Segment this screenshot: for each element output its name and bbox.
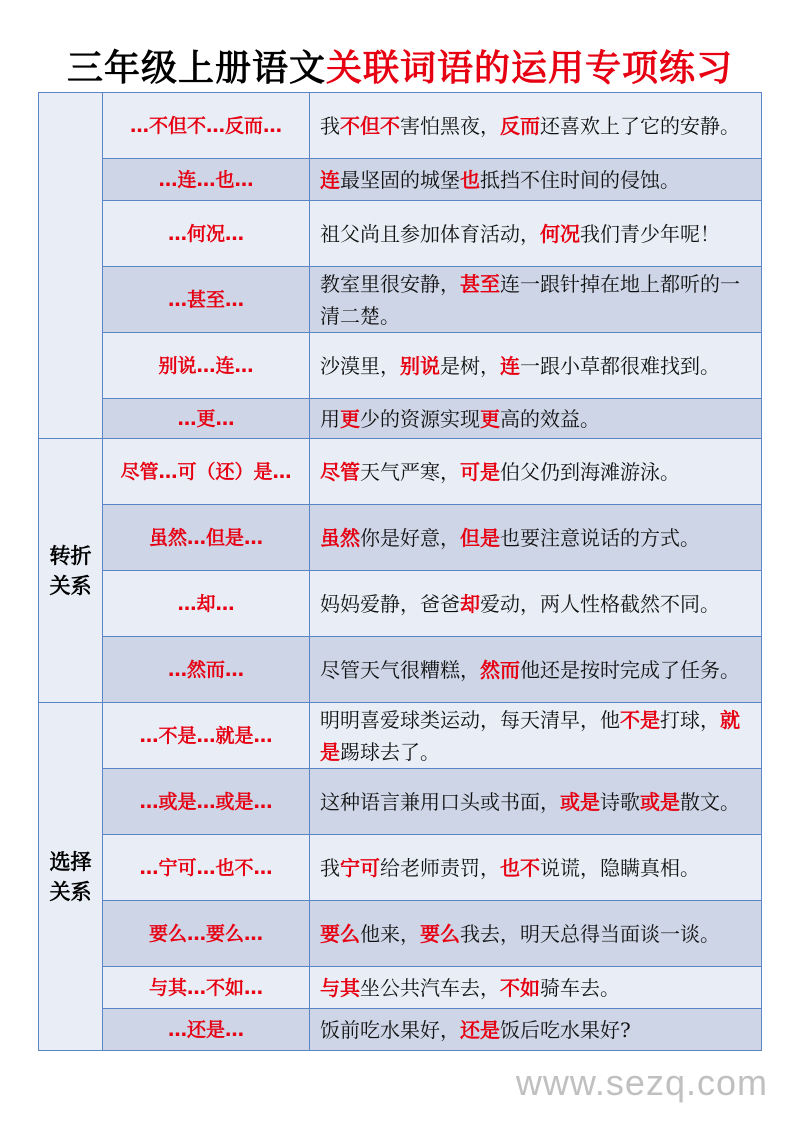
title-part-2: 关联词语的运用专项练习 [326,48,734,89]
highlighted-keyword: 连 [500,353,520,378]
example-cell [310,399,762,439]
highlighted-keyword: 或是 [560,789,600,814]
example-text: 你是好意， [360,525,460,550]
table-row [39,399,762,439]
example-text: 是树， [440,353,500,378]
example-text: 高的效益。 [500,406,600,431]
highlighted-keyword: 就是 [320,707,740,764]
example-text: 我 [320,113,340,138]
keyword-cell: …却… [103,571,310,637]
example-text: 饭前吃水果好， [320,1017,460,1042]
keyword-cell: …宁可…也不… [103,835,310,901]
keyword-cell: …然而… [103,637,310,703]
highlighted-keyword: 更 [340,406,360,431]
keyword-cell: …更… [103,399,310,439]
table-row [39,439,762,505]
highlighted-keyword: 甚至 [460,271,500,296]
watermark: www.sezq.com [515,1062,768,1103]
highlighted-keyword: 反而 [500,113,540,138]
table-row [39,201,762,267]
example-text: 诗歌 [600,789,640,814]
highlighted-keyword: 但是 [460,525,500,550]
example-text: 妈妈爱静，爸爸 [320,591,460,616]
example-text: 爱动，两人性格截然不同。 [480,591,720,616]
highlighted-keyword: 与其 [320,975,360,1000]
highlighted-keyword: 或是 [640,789,680,814]
example-cell [310,267,762,333]
keyword-cell: …不是…就是… [103,703,310,769]
example-text: 骑车去。 [540,975,620,1000]
example-text: 害怕黑夜， [400,113,500,138]
highlighted-keyword: 还是 [460,1017,500,1042]
example-text: 打球， [660,707,720,732]
table-row [39,333,762,399]
highlighted-keyword: 连 [320,167,340,192]
example-cell [310,769,762,835]
example-text: 抵挡不住时间的侵蚀。 [480,167,680,192]
example-cell [310,505,762,571]
example-text: 最坚固的城堡 [340,167,460,192]
example-text: 这种语言兼用口头或书面， [320,789,560,814]
example-text: 饭后吃水果好? [500,1017,631,1042]
example-cell [310,637,762,703]
example-text: 祖父尚且参加体育活动， [320,221,540,246]
example-text: 他来， [360,921,420,946]
keyword-cell: …连…也… [103,159,310,201]
table-row [39,505,762,571]
table-row [39,901,762,967]
keyword-cell: 与其…不如… [103,967,310,1009]
table-row [39,703,762,769]
highlighted-keyword: 也不 [500,855,540,880]
example-text: 明明喜爱球类运动，每天清早，他 [320,707,620,732]
keyword-cell: …甚至… [103,267,310,333]
example-text: 我 [320,855,340,880]
table-row [39,1009,762,1051]
example-cell [310,703,762,769]
example-cell [310,201,762,267]
highlighted-keyword: 虽然 [320,525,360,550]
table-row [39,93,762,159]
example-text: 天气严寒， [360,459,460,484]
example-text: 伯父仍到海滩游泳。 [500,459,680,484]
example-text: 踢球去了。 [340,739,440,764]
example-cell [310,159,762,201]
highlighted-keyword: 不是 [620,707,660,732]
keyword-cell: 尽管…可（还）是… [103,439,310,505]
highlighted-keyword: 宁可 [340,855,380,880]
title-part-1: 三年级上册语文 [66,48,326,89]
highlighted-keyword: 尽管 [320,459,360,484]
category-cell: 转折关系 [39,439,103,703]
table-row [39,967,762,1009]
example-text: 沙漠里， [320,353,400,378]
example-cell [310,967,762,1009]
example-cell [310,1009,762,1051]
example-text: 我们青少年呢！ [580,221,720,246]
category-cell: 选择关系 [39,703,103,1051]
page-title [0,40,800,91]
conjunction-table [38,92,762,1051]
example-cell [310,93,762,159]
example-text: 尽管天气很糟糕， [320,657,480,682]
example-text: 教室里很安静， [320,271,460,296]
keyword-cell: 别说…连… [103,333,310,399]
example-text: 坐公共汽车去， [360,975,500,1000]
highlighted-keyword: 然而 [480,657,520,682]
example-text: 给老师责罚， [380,855,500,880]
table-row [39,159,762,201]
keyword-cell: …还是… [103,1009,310,1051]
example-text: 还喜欢上了它的安静。 [540,113,740,138]
highlighted-keyword: 要么 [320,921,360,946]
example-cell [310,571,762,637]
example-cell [310,901,762,967]
example-text: 连一跟针掉在地上都听的一清二楚。 [320,271,740,328]
table-row [39,267,762,333]
keyword-cell: …不但不…反而… [103,93,310,159]
highlighted-keyword: 也 [460,167,480,192]
keyword-cell: …何况… [103,201,310,267]
example-text: 散文。 [680,789,740,814]
example-text: 一跟小草都很难找到。 [520,353,720,378]
keyword-cell: 要么…要么… [103,901,310,967]
example-text: 少的资源实现 [360,406,480,431]
highlighted-keyword: 别说 [400,353,440,378]
keyword-cell: 虽然…但是… [103,505,310,571]
highlighted-keyword: 何况 [540,221,580,246]
example-text: 说谎，隐瞒真相。 [540,855,700,880]
highlighted-keyword: 可是 [460,459,500,484]
example-cell [310,333,762,399]
highlighted-keyword: 却 [460,591,480,616]
example-text: 用 [320,406,340,431]
example-text: 他还是按时完成了任务。 [520,657,740,682]
example-cell [310,835,762,901]
table-row [39,637,762,703]
example-text: 我去，明天总得当面谈一谈。 [460,921,720,946]
table-row [39,571,762,637]
highlighted-keyword: 不但不 [340,113,400,138]
highlighted-keyword: 要么 [420,921,460,946]
category-cell [39,93,103,439]
example-cell [310,439,762,505]
highlighted-keyword: 不如 [500,975,540,1000]
table-row [39,835,762,901]
keyword-cell: …或是…或是… [103,769,310,835]
example-text: 也要注意说话的方式。 [500,525,700,550]
table-row [39,769,762,835]
highlighted-keyword: 更 [480,406,500,431]
